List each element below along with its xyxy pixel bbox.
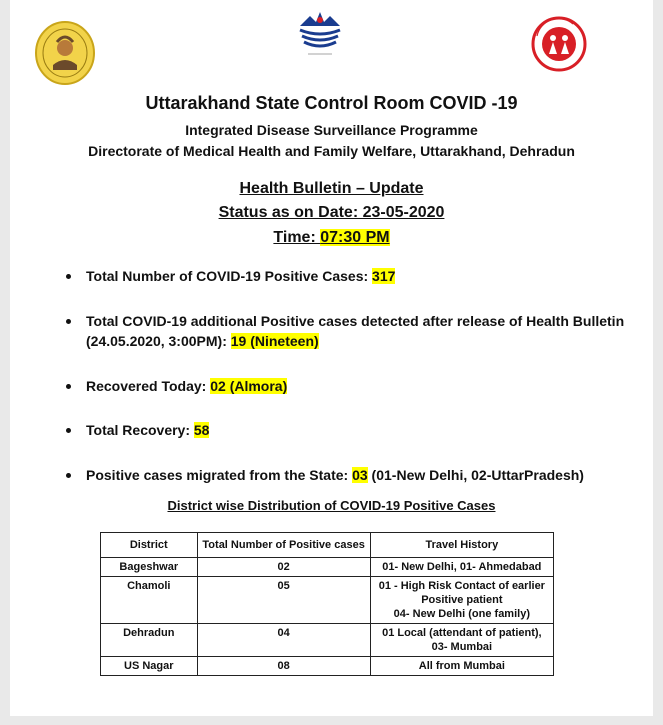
- emblem-logo: [34, 20, 96, 86]
- cases-cell: 02: [197, 558, 370, 577]
- migrated-detail: (01-New Delhi, 02-UttarPradesh): [367, 467, 584, 483]
- programme-title: Integrated Disease Surveillance Programme: [185, 122, 478, 138]
- travel-cell: [370, 657, 553, 676]
- travel-line: 01- New Delhi, 01- Ahmedabad: [382, 561, 542, 573]
- additional-cases-value: 19 (Nineteen): [230, 333, 319, 349]
- travel-line: All from Mumbai: [418, 660, 505, 672]
- additional-cases-label: Total COVID-19 additional Positive cases detected after release of Health Bulletin (24.05.2020, 3:00PM):: [86, 313, 625, 349]
- district-cell: Dehradun: [101, 624, 198, 657]
- directorate-title: Directorate of Medical Health and Family Welfare, Uttarakhand, Dehradun: [88, 143, 575, 159]
- time-label: Time:: [273, 229, 321, 246]
- travel-line: 04- New Delhi (one family): [393, 608, 530, 620]
- header-district: District: [101, 533, 198, 558]
- travel-cell: [370, 624, 553, 657]
- table-row: [101, 624, 554, 657]
- summary-bullets: [66, 266, 626, 485]
- bulletin-title: Health Bulletin – Update: [239, 180, 424, 197]
- time-value: 07:30 PM: [320, 229, 390, 246]
- travel-line: Positive patient: [421, 594, 503, 606]
- travel-line: 03- Mumbai: [431, 641, 493, 653]
- district-cell: Bageshwar: [101, 558, 198, 577]
- recovered-today-label: Recovered Today:: [86, 378, 211, 394]
- table-row: [101, 657, 554, 676]
- national-health-mission-logo: [531, 16, 587, 72]
- header-total-cases: Total Number of Positive cases: [197, 533, 370, 558]
- bullet-total-cases: [66, 266, 626, 286]
- bulletin-status-date: Status as on Date: 23-05-2020: [218, 204, 445, 221]
- table-row: [101, 558, 554, 577]
- district-cell: US Nagar: [101, 657, 198, 676]
- table-row: [101, 577, 554, 624]
- total-cases-value: 317: [372, 268, 396, 284]
- bullet-migrated-cases: [66, 465, 626, 485]
- bulletin-page: [10, 0, 653, 716]
- control-room-title: Uttarakhand State Control Room COVID -19: [145, 93, 518, 113]
- travel-line: 01 - High Risk Contact of earlier: [378, 580, 545, 592]
- uttarakhand-government-logo: [294, 8, 346, 64]
- travel-cell: [370, 558, 553, 577]
- cases-cell: 04: [197, 624, 370, 657]
- district-table: [100, 532, 554, 676]
- recovered-today-value: 02 (Almora): [210, 378, 288, 394]
- bullet-total-recovery: [66, 420, 626, 440]
- bullet-additional-cases: [66, 311, 626, 351]
- cases-cell: 08: [197, 657, 370, 676]
- migrated-value: 03: [352, 467, 368, 483]
- migrated-label: Positive cases migrated from the State:: [86, 467, 353, 483]
- district-cell: Chamoli: [101, 577, 198, 624]
- district-table-title: District wise Distribution of COVID-19 Positive Cases: [167, 498, 496, 513]
- total-recovery-label: Total Recovery:: [86, 422, 194, 438]
- table-header-row: [101, 533, 554, 558]
- bullet-recovered-today: [66, 376, 626, 396]
- header-travel-history: Travel History: [370, 533, 553, 558]
- bulletin-time: [10, 229, 653, 247]
- cases-cell: 05: [197, 577, 370, 624]
- total-cases-label: Total Number of COVID-19 Positive Cases:: [86, 268, 373, 284]
- total-recovery-value: 58: [193, 422, 210, 438]
- travel-cell: [370, 577, 553, 624]
- travel-line: 01 Local (attendant of patient),: [382, 627, 542, 639]
